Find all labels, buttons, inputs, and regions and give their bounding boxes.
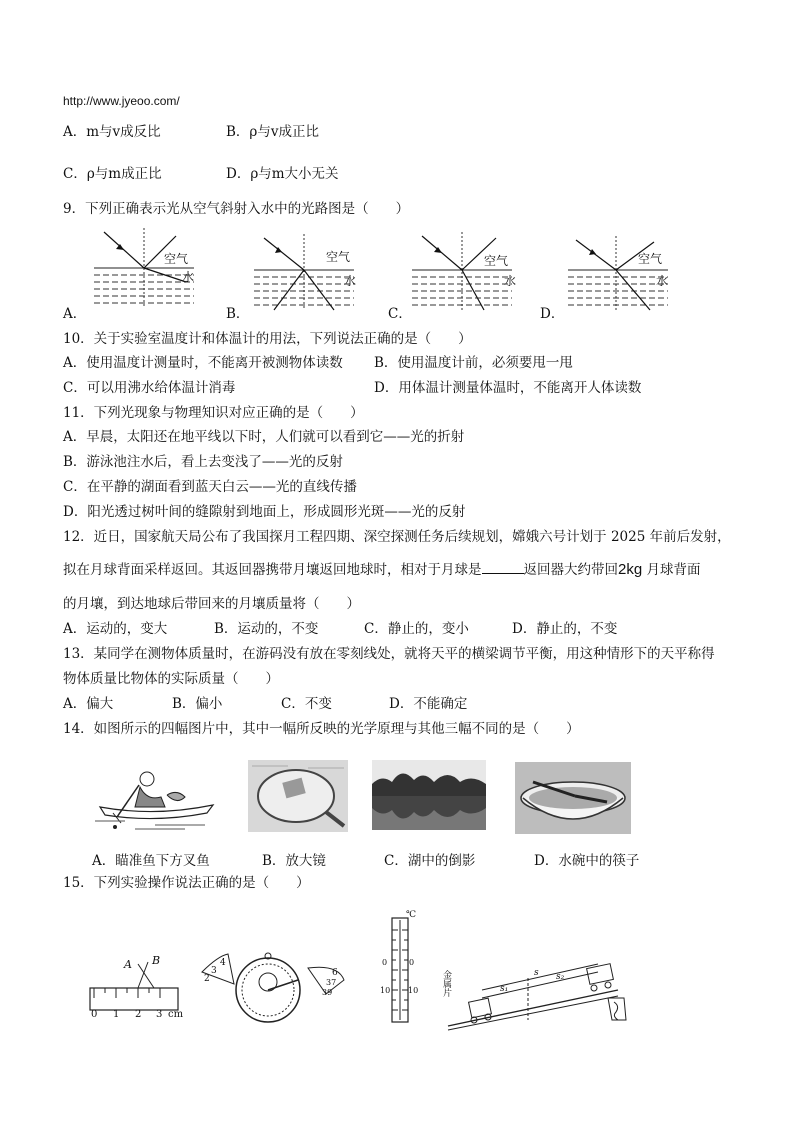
q9-stem: 9．下列正确表示光从空气斜射入水中的光路图是（ ） xyxy=(63,201,410,217)
metal-plate-label: 金属片 xyxy=(441,970,451,997)
q11-option-c: C．在平静的湖面看到蓝天白云——光的直线传播 xyxy=(63,479,357,495)
water-bowl-image xyxy=(515,762,631,834)
q14-caption-d: D．水碗中的筷子 xyxy=(534,853,640,869)
q12-option-b: B．运动的，不变 xyxy=(214,621,319,637)
water-label: 水 xyxy=(182,270,195,284)
q12-option-d: D．静止的，不变 xyxy=(512,621,618,637)
q9-label-b: B． xyxy=(226,306,250,322)
q8-option-a: A．m与v成反比 xyxy=(63,124,161,140)
q8-option-d: D．ρ与m大小无关 xyxy=(226,166,339,182)
q12-option-c: C．静止的，变小 xyxy=(364,621,469,637)
q11-option-b: B．游泳池注水后，看上去变浅了——光的反射 xyxy=(63,454,343,470)
q15-stem: 15．下列实验操作说法正确的是（ ） xyxy=(63,875,310,891)
air-label: 空气 xyxy=(326,250,351,264)
q14-caption-b: B．放大镜 xyxy=(262,853,326,869)
q13-option-d: D．不能确定 xyxy=(389,696,468,712)
ruler-diagram xyxy=(88,950,188,1025)
thermo-tick: 0 xyxy=(409,958,415,967)
source-url[interactable]: http://www.jyeoo.com/ xyxy=(63,94,180,108)
q9-diagram-b xyxy=(254,234,357,310)
ruler-tick-2: 2 xyxy=(135,1009,142,1020)
q9-label-d: D． xyxy=(540,306,565,322)
thermometer-diagram xyxy=(380,910,420,1022)
q8-option-b: B．ρ与v成正比 xyxy=(226,124,319,140)
distance-s-label: s xyxy=(534,968,539,978)
dial-tick: 3 xyxy=(211,966,217,976)
q10-option-b: B．使用温度计前，必须要甩一甩 xyxy=(374,355,573,371)
q12-line2-text: 拟在月球背面采样返回。其返回器携带月壤返回地球时，相对于月球是 xyxy=(63,562,482,578)
distance-s1-label: s₁ xyxy=(500,984,509,994)
ruler-tick-3: 3 xyxy=(156,1009,163,1020)
dial-tick: 6 xyxy=(332,968,338,978)
q9-diagram-d xyxy=(568,236,668,310)
q12-line2-text-c: 月球背面 xyxy=(642,562,701,578)
q12-line1: 12．近日，国家航天局公布了我国探月工程四期、深空探测任务后续规划，嫦娥六号计划于 2025 年前后发射， xyxy=(63,529,731,545)
air-label: 空气 xyxy=(638,252,663,266)
ruler-tick-0: 0 xyxy=(91,1009,98,1020)
point-a-label: A xyxy=(124,958,132,971)
ruler-unit: cm xyxy=(168,1009,184,1020)
stopwatch-diagram xyxy=(198,950,348,1028)
q11-option-a: A．早晨，太阳还在地平线以下时，人们就可以看到它——光的折射 xyxy=(63,429,465,445)
mass-value: 2kg xyxy=(618,561,643,578)
q10-option-d: D．用体温计测量体温时，不能离开人体读数 xyxy=(374,380,642,396)
q9-label-a: A． xyxy=(63,306,87,322)
thermo-tick: 0 xyxy=(382,958,388,967)
q13-line2: 物体质量比物体的实际质量（ ） xyxy=(63,671,279,687)
magnifier-image xyxy=(248,760,348,832)
q12-line2-text-b: 返回器大约带回 xyxy=(523,562,618,578)
thermo-unit: ℃ xyxy=(406,910,417,920)
distance-s2-label: s₂ xyxy=(556,972,565,982)
q10-stem: 10．关于实验室温度计和体温计的用法，下列说法正确的是（ ） xyxy=(63,331,472,347)
q13-option-b: B．偏小 xyxy=(172,696,223,712)
dial-tick: 2 xyxy=(204,974,210,984)
thermo-tick: 10 xyxy=(380,986,391,995)
q9-diagram-c xyxy=(412,232,517,310)
answer-blank[interactable] xyxy=(482,561,524,574)
dial-tick: 37 xyxy=(326,978,337,987)
q9-diagram-a xyxy=(94,228,194,308)
ruler-tick-1: 1 xyxy=(113,1009,120,1020)
q13-option-c: C．不变 xyxy=(281,696,332,712)
q11-option-d: D．阳光透过树叶间的缝隙射到地面上，形成圆形光斑——光的反射 xyxy=(63,504,466,520)
water-label: 水 xyxy=(344,274,357,288)
thermo-tick: 10 xyxy=(408,986,419,995)
fishing-image xyxy=(95,755,220,833)
q12-option-a: A．运动的，变大 xyxy=(63,621,168,637)
point-b-label: B xyxy=(152,954,161,967)
q13-option-a: A．偏大 xyxy=(63,696,114,712)
air-label: 空气 xyxy=(164,252,189,266)
air-label: 空气 xyxy=(484,254,509,268)
q9-label-c: C． xyxy=(388,306,412,322)
q11-stem: 11．下列光现象与物理知识对应正确的是（ ） xyxy=(63,405,364,421)
q10-option-a: A．使用温度计测量时，不能离开被测物体读数 xyxy=(63,355,343,371)
q13-line1: 13．某同学在测物体质量时，在游码没有放在零刻线处，就将天平的横梁调节平衡，用这种情形下的天平称得 xyxy=(63,646,715,662)
lake-reflection-image xyxy=(372,760,486,830)
q10-option-c: C．可以用沸水给体温计消毒 xyxy=(63,380,236,396)
water-label: 水 xyxy=(504,274,517,288)
incline-diagram xyxy=(441,940,632,1030)
q8-option-c: C．ρ与m成正比 xyxy=(63,166,162,182)
water-label: 水 xyxy=(656,274,669,288)
q14-stem: 14．如图所示的四幅图片中，其中一幅所反映的光学原理与其他三幅不同的是（ ） xyxy=(63,721,580,737)
dial-tick: 4 xyxy=(220,958,226,968)
q12-line3: 的月壤，到达地球后带回来的月壤质量将（ ） xyxy=(63,596,360,612)
q12-line2 xyxy=(63,561,700,579)
q14-caption-c: C．湖中的倒影 xyxy=(384,853,476,869)
dial-tick: 39 xyxy=(322,988,333,997)
q14-caption-a: A．瞄准鱼下方叉鱼 xyxy=(92,853,210,869)
